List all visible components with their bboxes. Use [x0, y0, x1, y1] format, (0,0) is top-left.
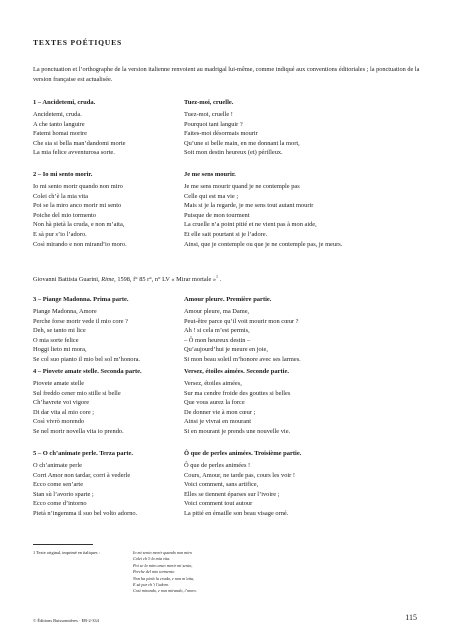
footnote-rule — [33, 544, 93, 545]
italian-column — [33, 98, 179, 158]
italian-title: 5 – O ch’animate perle. Terza parte. — [33, 450, 134, 457]
verse-line-fr: Voici comment tout autour — [184, 500, 253, 508]
verse-line-fr: Ah ! si cela m’est permis, — [184, 327, 250, 335]
footnote-line: Io mi sento morir quando non miro — [133, 550, 192, 555]
verse-line-it: Piovete amate stelle — [33, 380, 85, 387]
verse-line-fr: Cours, Amour, ne tarde pas, cours les voir ! — [184, 471, 296, 479]
citation-work: Rime — [101, 276, 115, 284]
citation-author: Giovanni Battista Guarini, — [33, 276, 102, 284]
intro-paragraph: La ponctuation et l’orthographe de la version italienne renvoient au madrigal lui-même, comme indiqué aux conventions éditoriales ; la ponctuation de la version française est actualisée. — [33, 66, 420, 83]
footnote-ref[interactable]: 1 — [216, 274, 218, 279]
page-number: 115 — [405, 613, 417, 622]
verse-line-fr: Que vous aurez la force — [184, 399, 245, 407]
verse-line-fr: Tuez-moi, cruelle ! — [184, 111, 233, 118]
french-column — [184, 98, 434, 158]
citation-details: , 1598, f° 85 r°, n° LV « Mirar mortale » — [114, 276, 216, 284]
footnote-line: Poi se la miro anco morir mi sento, — [133, 562, 193, 568]
italian-lines — [33, 307, 179, 365]
verse-line-it: A che tanto languire — [33, 120, 85, 128]
italian-title: 2 – Io mi sento morir. — [33, 171, 93, 178]
verse-line-it: Stan sù l’avorio sparte ; — [33, 490, 94, 498]
verse-line-it: Ch’havrete voi vigore — [33, 399, 90, 407]
verse-line-fr: – Ô mon heureux destin – — [184, 336, 251, 344]
footer-copyright: © Éditions Buissonnières · EB-2-334 — [33, 618, 99, 623]
french-lines — [184, 110, 434, 158]
french-title: Je me sens mourir. — [184, 171, 236, 178]
footnote-line: E sà pur ch’i l’adoro. — [133, 582, 170, 588]
verse-line-it: Se nel morir novella vita io prendo. — [33, 427, 124, 435]
italian-lines — [33, 182, 179, 249]
italian-column — [33, 170, 179, 249]
citation: Giovanni Battista Guarini, Rime, 1598, f° 85 r°, n° LV « Mirar mortale »$^1$ . — [33, 274, 222, 284]
verse-line-it: Poiche del mio tormento — [33, 211, 97, 219]
verse-line-fr: Ainsi je vivrai en mourant — [184, 418, 252, 426]
verse-line-it: La mia felice avventurosa sorte. — [33, 149, 115, 157]
italian-column — [33, 367, 179, 437]
verse-line-fr: Si en mourant je prends une nouvelle vie. — [184, 427, 291, 435]
italian-title: 3 – Piange Madonna. Prima parte. — [33, 296, 129, 303]
french-lines — [184, 379, 434, 437]
italian-lines — [33, 461, 179, 519]
verse-line-fr: Ainsi, que je contemple ou que je ne contemple pas, je meurs. — [184, 240, 343, 248]
verse-line-it: Così mirando e non mirand’io moro. — [33, 240, 127, 248]
verse-line-fr: Celle qui est ma vie ; — [184, 192, 239, 200]
verse-line-fr: Puisque de mon tourment — [184, 211, 250, 219]
verse-line-it: Piange Madonna, Amore — [33, 308, 97, 315]
verse-line-fr: La pitié en émaille son beau visage orné. — [184, 509, 289, 517]
italian-lines — [33, 110, 179, 158]
french-lines — [184, 307, 434, 365]
footnote-line: Perche del mio tormento — [133, 569, 175, 575]
verse-line-fr: Faites-moi désormais mourir — [184, 130, 258, 138]
footnote-label: 1 Texte original, imprimé en italiques : — [33, 550, 100, 555]
verse-line-fr: Mais si je la regarde, je me sens tout autant mourir — [184, 202, 314, 210]
verse-line-fr: Elles se tiennent éparses sur l’ivoire ; — [184, 490, 280, 498]
italian-title: 1 – Ancidetemi, cruda. — [33, 99, 96, 106]
verse-line-fr: Je me sens mourir quand je ne contemple pas — [184, 183, 300, 190]
verse-line-fr: Qu’une si belle main, en me donnant la mort, — [184, 139, 300, 147]
verse-line-it: Ecco come d’intorno — [33, 500, 87, 508]
verse-line-it: Colei ch’è la mia vita — [33, 192, 89, 200]
italian-title: 4 – Piovete amate stelle. Seconda parte. — [33, 368, 142, 375]
verse-line-it: O ch’animate perle — [33, 462, 82, 469]
french-title: Versez, étoiles aimées. Seconde partie. — [184, 368, 289, 375]
verse-line-it: Deh, se tanto mi lice — [33, 327, 86, 335]
italian-column — [33, 295, 179, 365]
french-column — [184, 295, 434, 365]
french-title: Tuez-moi, cruelle. — [184, 99, 234, 106]
verse-line-it: Perche forse morir vede il mio core ? — [33, 317, 128, 325]
verse-line-fr: Sur ma cendre froide des gouttes si belles — [184, 389, 291, 397]
french-column — [184, 170, 434, 249]
french-title: Ô que de perles animées. Troisième partie. — [184, 450, 302, 457]
french-column — [184, 449, 434, 519]
verse-line-it: Di dar vita al mio core ; — [33, 408, 95, 416]
french-column — [184, 367, 434, 437]
verse-line-it: Pietà n’ingemma il suo bel volto adorno. — [33, 509, 138, 517]
verse-line-it: Io mi sento morir quando non miro — [33, 183, 123, 190]
verse-line-fr: Peut-être parce qu’il voit mourir mon cœur ? — [184, 317, 299, 325]
verse-line-it: Così vivrò morendo — [33, 418, 85, 426]
verse-line-it: Che sia si bella man’dandomi morte — [33, 139, 126, 147]
verse-line-it: E sà pur s’io l’adoro. — [33, 230, 87, 238]
italian-lines — [33, 379, 179, 437]
footnote-line: Colei ch’è la mia vita. — [133, 556, 171, 562]
verse-line-fr: Qu’aujourd’hui je meure en joie, — [184, 346, 268, 354]
verse-line-it: Ancidetemi, cruda. — [33, 111, 82, 118]
verse-line-it: Fatemi homai morire — [33, 130, 87, 138]
verse-line-it: Non hà pietà la cruda, e non m’aita, — [33, 221, 125, 229]
footnote-text — [133, 550, 197, 595]
verse-line-fr: Amour pleure, ma Dame, — [184, 308, 250, 315]
verse-line-fr: Versez, étoiles aimées, — [184, 380, 242, 387]
french-lines — [184, 182, 434, 249]
verse-line-fr: Si mon beau soleil m’honore avec ses larmes. — [184, 355, 301, 363]
section-header: TEXTES POÉTIQUES — [33, 38, 122, 47]
verse-line-fr: La cruelle n’a point pitié et ne vient pas à mon aide, — [184, 221, 317, 229]
verse-line-it: Sul freddo cener mio stille si belle — [33, 389, 121, 397]
verse-line-fr: Ô que de perles animées ! — [184, 462, 251, 469]
verse-line-fr: Et elle sait pourtant si je l’adore. — [184, 230, 268, 238]
verse-line-fr: Pourquoi tant languir ? — [184, 120, 243, 128]
french-title: Amour pleure. Première partie. — [184, 296, 272, 303]
footnote-line: Così mirando, e non mirando, i’moro. — [133, 588, 197, 594]
verse-line-it: Se col suo pianto il mio bel sol m’honora. — [33, 355, 141, 363]
verse-line-it: Poi se la miro anco morir mi sento — [33, 202, 122, 210]
italian-column — [33, 449, 179, 519]
verse-line-fr: Voici comment, sans artifice, — [184, 481, 259, 489]
verse-line-fr: Soit mon destin heureux (et) périlleux. — [184, 149, 283, 157]
verse-line-fr: De donner vie à mon cœur ; — [184, 408, 256, 416]
footnote-line: Non ha pietà la cruda, e non m’aita, — [133, 575, 195, 581]
verse-line-it: O mia sorte felice — [33, 336, 79, 344]
verse-line-it: Ecco come sen’arte — [33, 481, 84, 489]
verse-line-it: Hoggi lieto mi mora, — [33, 346, 87, 354]
french-lines — [184, 461, 434, 519]
verse-line-it: Corri Amor non tardar, corri à vederle — [33, 471, 131, 479]
